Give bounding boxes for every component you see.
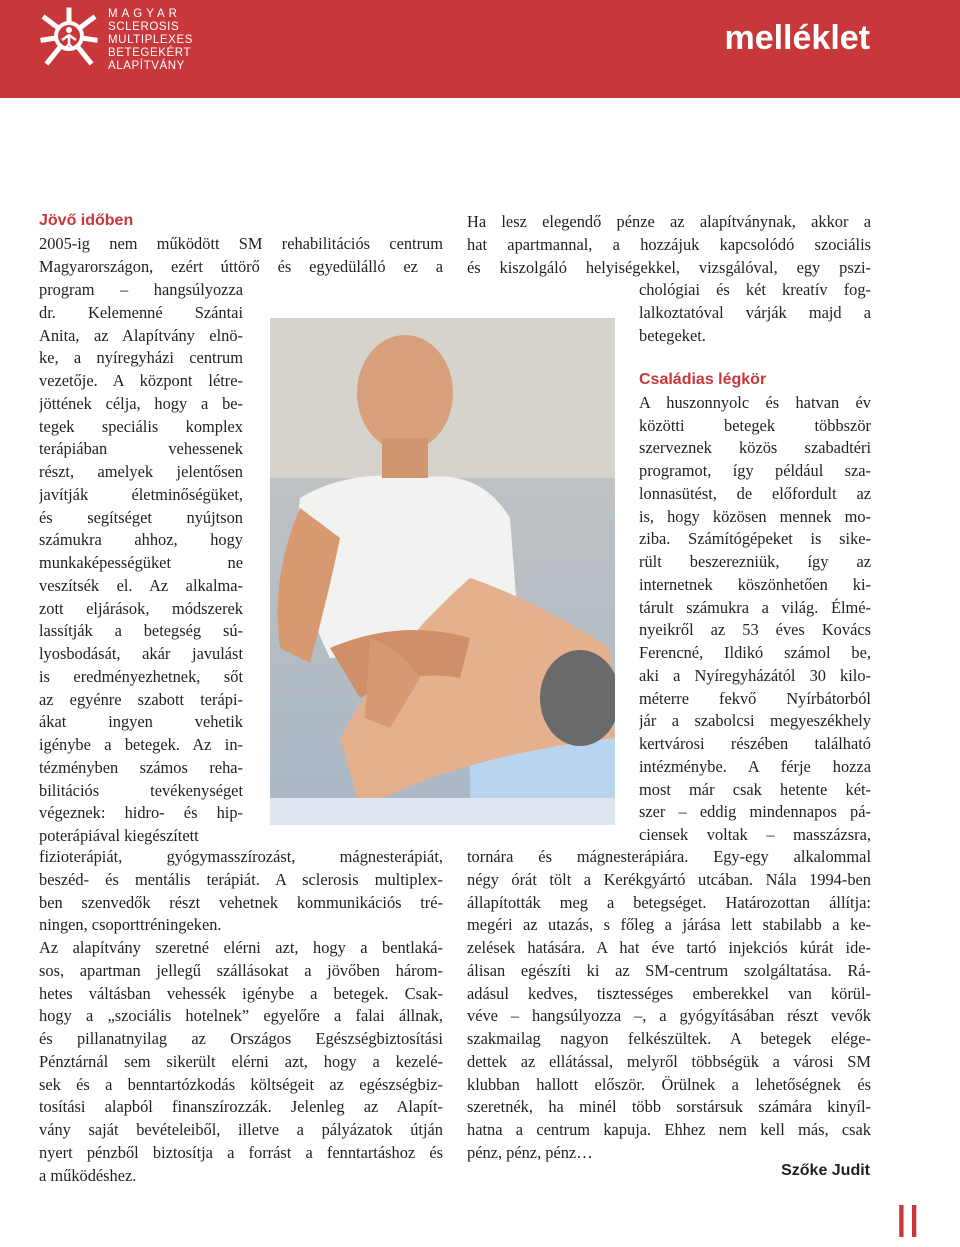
text-line: terápiában vehessenek xyxy=(39,439,243,459)
text-line: adásul kedves, tisztességes emberekkel van körül- xyxy=(467,983,871,1003)
text-line: zott eljárások, módszerek xyxy=(39,598,243,618)
text-line: tézményben számos reha- xyxy=(39,757,243,777)
text-line: négy órát tölt a Kerékgyártó utcában. Nála 1994-ben xyxy=(467,869,871,889)
text-line: lyosbodását, akár javulást xyxy=(39,644,243,663)
left-column-narrow xyxy=(39,279,243,848)
text-line: is, hogy közösen mennek mo- xyxy=(639,506,871,526)
text-line: ciensek voltak – masszázsra, xyxy=(639,825,871,844)
text-line: tárult számukra a világ. Élmé- xyxy=(639,597,871,617)
right-column-narrow-b xyxy=(639,369,871,847)
org-line: ALAPÍTVÁNY xyxy=(108,60,185,72)
text-line: javítják életminőségüket, xyxy=(39,484,243,504)
text-line: lonnasütést, de előfordult az xyxy=(639,483,871,503)
text-line: és segítséget nyújtson xyxy=(39,507,243,527)
text-line: rült beszerezniük, így az xyxy=(639,552,871,571)
text-line: ke, a nyíregyházi centrum xyxy=(39,348,243,368)
text-line: programot, így például sza- xyxy=(639,461,871,480)
text-line: program – hangsúlyozza xyxy=(39,280,243,299)
text-line: beszéd- és mentális terápiát. A sclerosis multiplex- xyxy=(39,869,443,889)
text-line: hatna a centrum kapuja. Ehhez nem kell más, csak xyxy=(467,1120,871,1139)
text-line: Magyarországon, ezért úttörő és egyedülálló ez a xyxy=(39,256,443,276)
text-line: méterre fekvő Nyírbátorból xyxy=(639,688,871,708)
organization-name xyxy=(108,8,193,73)
text-line: lalkoztatóval várják majd a xyxy=(639,302,871,322)
text-line: véve – hangsúlyozza –, a gyógyításában részt vevők xyxy=(467,1006,871,1026)
page-number: II xyxy=(895,1195,921,1247)
text-line: álisan egészíti ki az SM-centrum szolgáltatása. Rá- xyxy=(467,960,871,980)
section-heading: Családias légkör xyxy=(639,371,767,388)
sun-figure-logo-icon xyxy=(40,6,98,72)
text-line: jár a szabolcsi megyeszékhely xyxy=(639,711,871,731)
text-line: ákat ingyen vehetik xyxy=(39,712,243,732)
text-line: internetnek köszönhetően ki- xyxy=(639,574,871,594)
text-line: Pénztárnál sem sikerült elérni azt, hogy a kezelé- xyxy=(39,1051,443,1071)
text-line: Ha lesz elegendő pénze az alapítványnak, akkor a xyxy=(467,212,871,231)
text-line: bilitációs tevékenységet xyxy=(39,780,243,800)
org-line: MAGYAR xyxy=(108,8,181,20)
text-line: számukra ahhoz, hogy xyxy=(39,530,243,550)
text-line: dettek az ellátással, melyről többségük a városi SM xyxy=(467,1051,871,1071)
text-line: vány saját bevételeiből, illetve a pályázatok útján xyxy=(39,1120,443,1139)
page-header xyxy=(0,0,960,98)
text-line: A huszonnyolc és hatvan év xyxy=(639,392,871,412)
author-name: Szőke Judit xyxy=(781,1162,870,1179)
text-line: és kiszolgáló helyiségekkel, vizsgálóval, egy pszi- xyxy=(467,257,871,277)
text-line: vezetője. A központ létre- xyxy=(39,371,243,390)
text-line: chológiai és két kreatív fog- xyxy=(639,280,871,299)
text-line: is eredményezhetnek, sőt xyxy=(39,666,243,686)
text-line: szer – eddig mindennapos pá- xyxy=(639,802,871,822)
text-line: tornára és mágnesterápiára. Egy-egy alkalommal xyxy=(467,847,871,866)
text-line: végeznek: hidro- és hip- xyxy=(39,803,243,823)
text-line: nyert pénzből biztosítja a forrást a fenntartáshoz és xyxy=(39,1142,443,1162)
text-line: a működéshez. xyxy=(39,1165,137,1185)
text-line: intézménybe. A férje hozza xyxy=(639,756,871,776)
left-column-top xyxy=(39,210,443,278)
text-line: lassítják a betegség sú- xyxy=(39,621,243,641)
text-line: állapították meg a betegséget. Határozottan állítja: xyxy=(467,892,871,912)
text-line: az egyénre szabott terápi- xyxy=(39,689,243,709)
text-line: kertvárosi részében található xyxy=(639,734,871,753)
text-line: hetes váltásban vehessék igénybe a betegek. Csak- xyxy=(39,983,443,1003)
text-line: megéri az utazás, s főleg a járása lett stabilabb a ke- xyxy=(467,915,871,935)
left-column-bottom xyxy=(39,846,443,1187)
text-line: jöttének célja, hogy a be- xyxy=(39,393,243,413)
text-line: munkaképességüket ne xyxy=(39,553,243,572)
text-line: pénz, pénz, pénz… xyxy=(467,1142,593,1162)
text-line: részt, amelyek jelentősen xyxy=(39,462,243,481)
text-line: fizioterápiát, gyógymasszírozást, mágnesterápiát, xyxy=(39,847,443,866)
text-line: betegeket. xyxy=(639,325,706,345)
text-line: zelések hatására. A hat éve tartó injekciós kúrát ide- xyxy=(467,938,871,957)
text-line: hogy a „szociális hotelnek” egyelőre a falai állnak, xyxy=(39,1006,443,1026)
text-line: Ferencné, Ildikó számol be, xyxy=(639,643,871,662)
org-line: BETEGEKÉRT xyxy=(108,47,192,59)
text-line: most már csak hetente két- xyxy=(639,779,871,799)
massage-photo xyxy=(270,318,615,825)
org-line: MULTIPLEXES xyxy=(108,34,193,46)
text-line: sos, apartman jellegű szállásokat a jövőben három- xyxy=(39,960,443,980)
right-column-top xyxy=(467,211,871,279)
text-line: igénybe a betegek. Az in- xyxy=(39,735,243,754)
text-line: Anita, az Alapítvány elnö- xyxy=(39,325,243,345)
text-line: 2005-ig nem működött SM rehabilitációs centrum xyxy=(39,233,443,253)
org-line: SCLEROSIS xyxy=(108,21,180,33)
right-column-narrow-a xyxy=(639,279,871,347)
text-line: tegek speciális komplex xyxy=(39,416,243,436)
text-line: szerveznek közös szabadtéri xyxy=(639,438,871,458)
text-line: hat apartmannal, a hozzájuk kapcsolódó szociális xyxy=(467,234,871,254)
right-column-bottom xyxy=(467,846,871,1165)
text-line: és pillanatnyilag az Országos Egészségbiztosítási xyxy=(39,1029,443,1048)
text-line: szeretnék, ha minél több sorstársuk számára kinyíl- xyxy=(467,1097,871,1117)
text-line: poterápiával kiegészített xyxy=(39,826,199,845)
text-line: ben szenvedők részt vehetnek kommunikációs tré- xyxy=(39,892,443,912)
text-line: dr. Kelemenné Szántai xyxy=(39,302,243,322)
text-line: szakmailag nagyon felkészültek. A betegek elége- xyxy=(467,1029,871,1048)
text-line: ningen, csoporttréningeken. xyxy=(39,915,222,935)
text-line: aki a Nyíregyházától 30 kilo- xyxy=(639,665,871,685)
text-line: sek és a benntartózkodás költségeit az egészségbiz- xyxy=(39,1074,443,1094)
text-line: nyeikről az 53 éves Kovács xyxy=(639,620,871,640)
section-heading: Jövő időben xyxy=(39,212,134,229)
section-label: melléklet xyxy=(724,19,870,57)
text-line: közötti betegek többször xyxy=(639,415,871,435)
text-line: klubban hallott először. Örülnek a lehetőségnek és xyxy=(467,1074,871,1094)
text-line: ziba. Számítógépeket is sike- xyxy=(639,529,871,549)
text-line: Az alapítvány szeretné elérni azt, hogy a bentlaká- xyxy=(39,938,443,957)
text-line: tosítási alapból finanszírozzák. Jelenleg az Alapít- xyxy=(39,1097,443,1117)
text-line: veszítsék el. Az alkalma- xyxy=(39,575,243,595)
